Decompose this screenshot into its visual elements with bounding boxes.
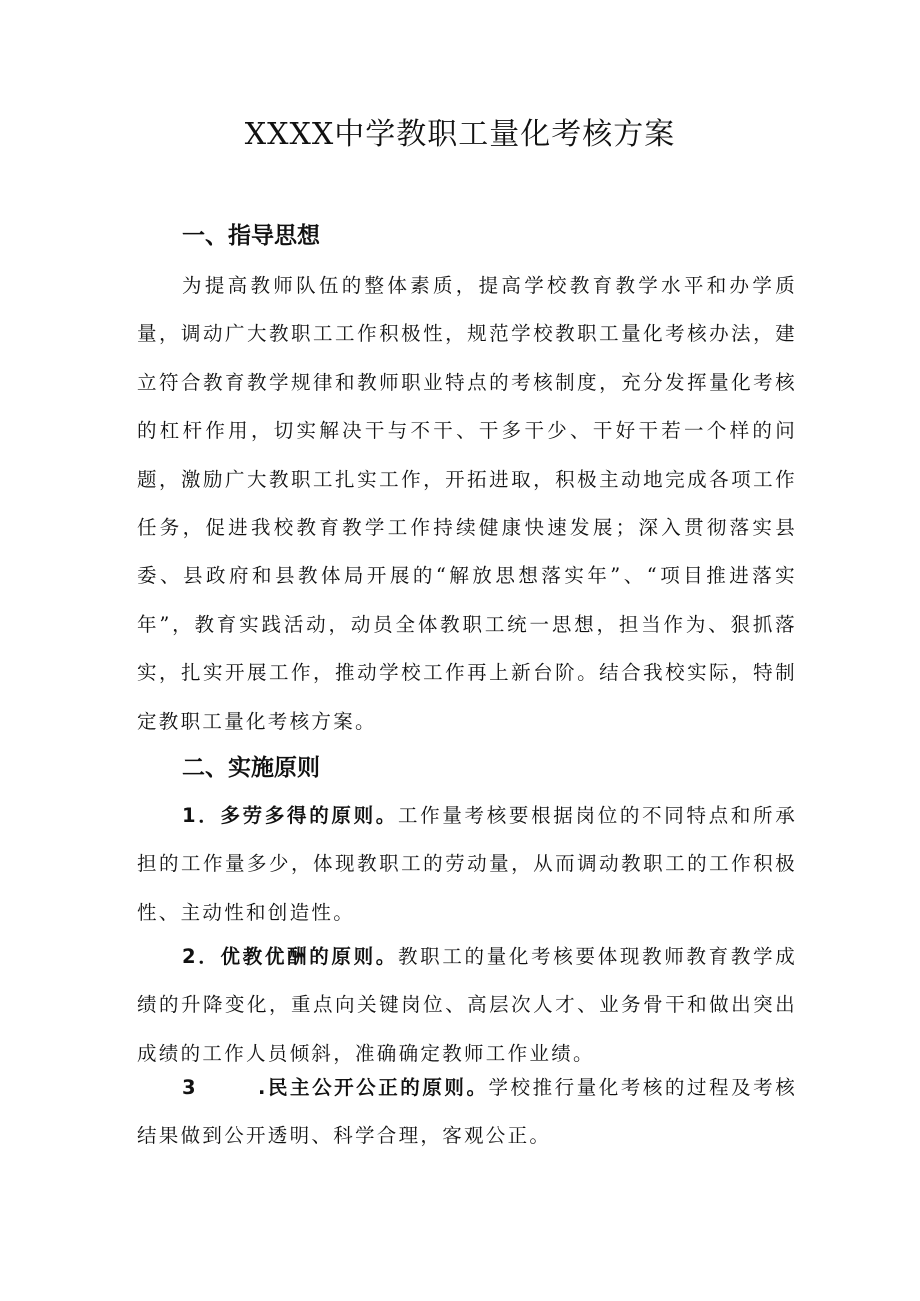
principle-title: .民主公开公正的原则。 bbox=[258, 1076, 489, 1099]
principle-number: 1． bbox=[182, 804, 221, 827]
principle-item-1 bbox=[137, 792, 797, 937]
principle-text: 工作量考核要根据岗位的不同特点和所承担的工作量多少，体现教职工的劳动量，从而调动教职工的工作积极性、主动性和创造性。 bbox=[137, 804, 798, 924]
principle-title: 多劳多得的原则。 bbox=[220, 804, 398, 827]
principle-number: 3 bbox=[182, 1076, 198, 1099]
principle-number: 2． bbox=[182, 945, 221, 968]
document-title: XXXX中学教职工量化考核方案 bbox=[244, 117, 676, 152]
principle-item-2 bbox=[137, 933, 797, 1078]
principle-text: 学校推行量化考核的过程及考核结果做到公开透明、科学合理，客观公正。 bbox=[137, 1076, 797, 1148]
guiding-ideology-paragraph: 为提高教师队伍的整体素质，提高学校教育教学水平和办学质量，调动广大教职工工作积极性，规范学校教职工量化考核办法，建立符合教育教学规律和教师职业特点的考核制度，充分发挥量化考核的杠杆作用，切实解决干与不干、干多干少、干好干若一个样的问题，激励广大教职工扎实工作，开拓进取，积极主动地完成各项工作任务，促进我校教育教学工作持续健康快速发展；深入贯彻落实县委、县政府和县教体局开展的“解放思想落实年”、“项目推进落实年”，教育实践活动，动员全体教职工统一思想，担当作为、狠抓落实，扎实开展工作，推动学校工作再上新台阶。结合我校实际，特制定教职工量化考核方案。 bbox=[137, 274, 797, 733]
section-heading-principles: 二、实施原则 bbox=[182, 755, 320, 781]
section-heading-guiding-ideology: 一、指导思想 bbox=[182, 223, 320, 249]
principle-text: 教职工的量化考核要体现教师教育教学成绩的升降变化，重点向关键岗位、高层次人才、业务骨干和做出突出成绩的工作人员倾斜，准确确定教师工作业绩。 bbox=[137, 945, 798, 1065]
principle-item-3 bbox=[137, 1064, 797, 1161]
principle-title: 优教优酬的原则。 bbox=[220, 945, 398, 968]
